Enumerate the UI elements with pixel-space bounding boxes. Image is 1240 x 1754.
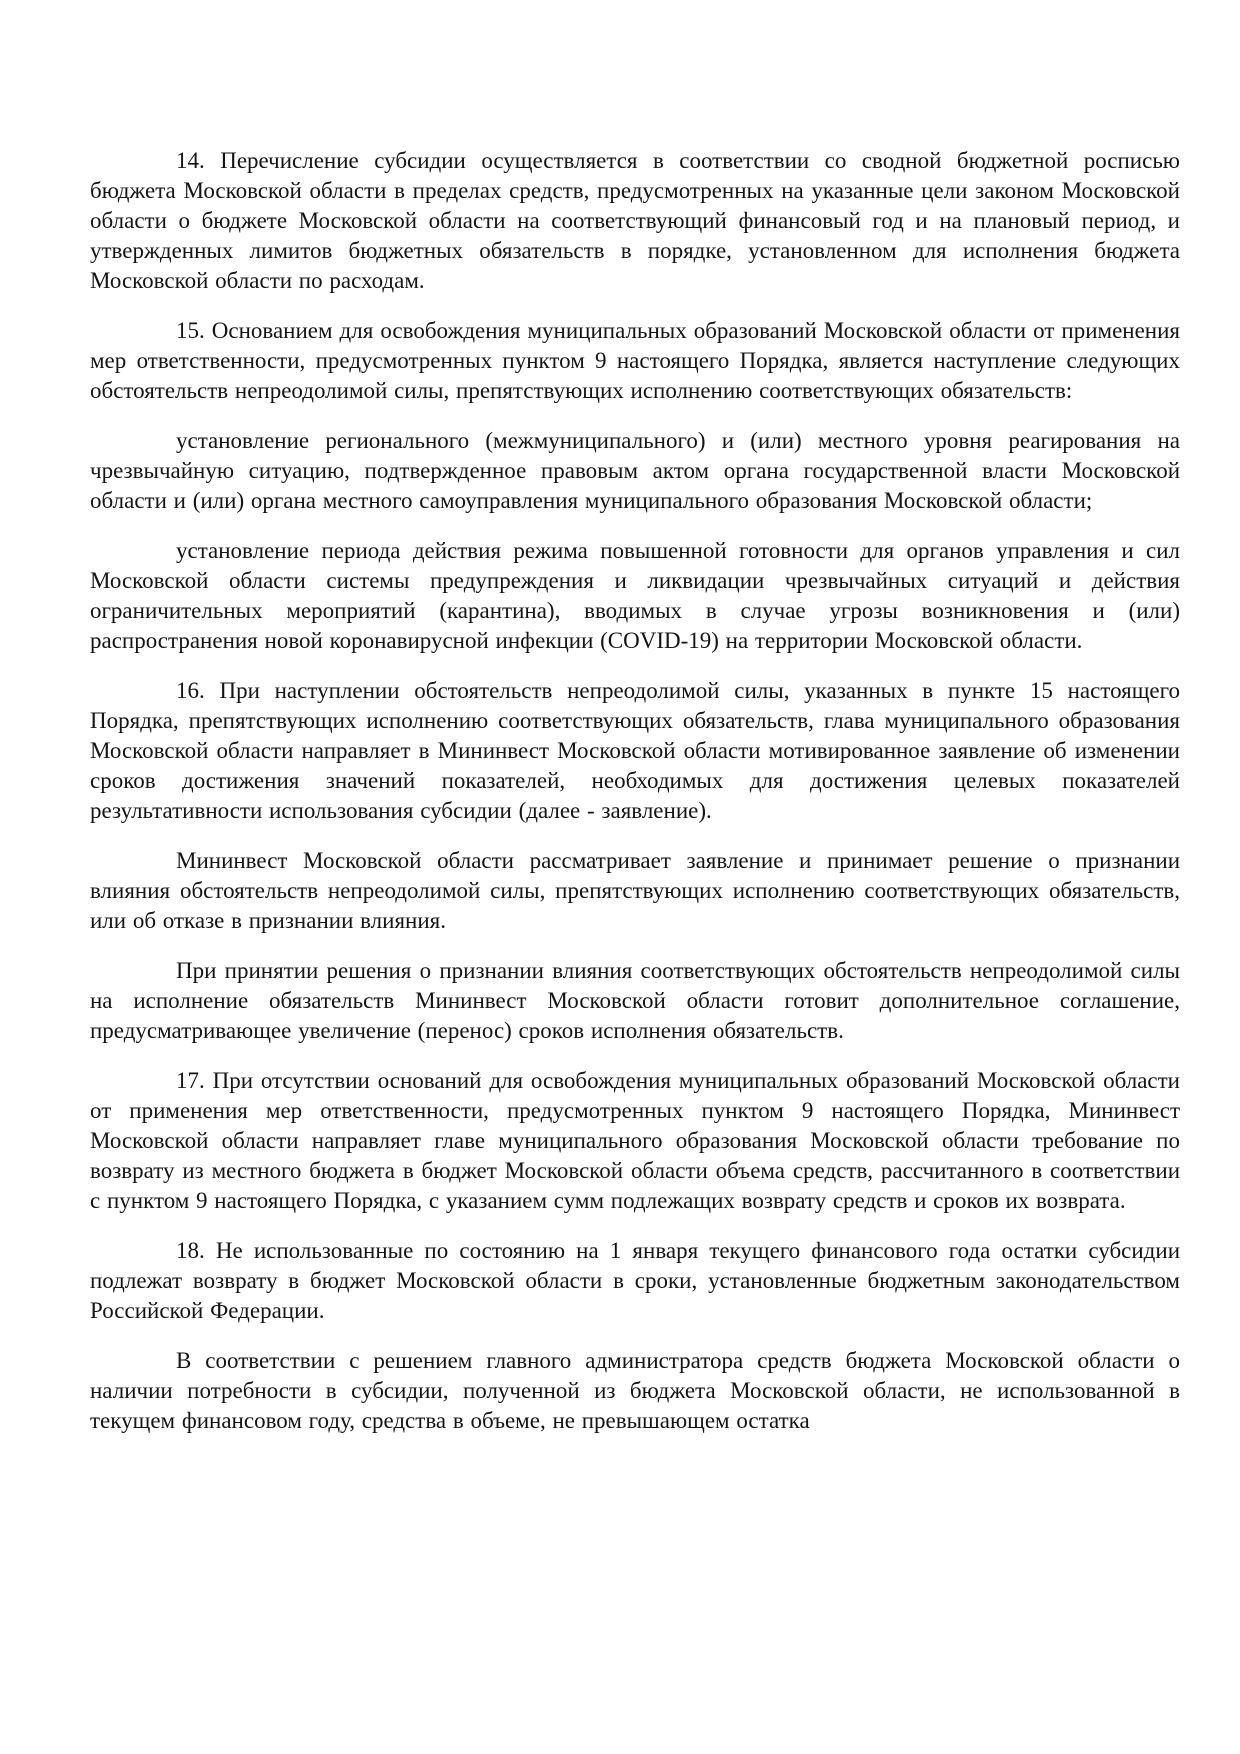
paragraph-15-sub-2: установление периода действия режима повышенной готовности для органов управления и сил Московской области системы предупреждения и ликвидации чрезвычайных ситуаций и действия ограничительных мероприятий (карантина), вводимых в случае угрозы возникновения и (или) распространения новой коронавирусной инфекции (COVID-19) на территории Московской области. bbox=[90, 538, 1180, 653]
paragraph-16-sub-1: Мининвест Московской области рассматривает заявление и принимает решение о признании влияния обстоятельств непреодолимой силы, препятствующих исполнению соответствующих обязательств, или об отказе в признании влияния. bbox=[90, 848, 1180, 933]
paragraph-14: 14. Перечисление субсидии осуществляется в соответствии со сводной бюджетной росписью бюджета Московской области в пределах средств, предусмотренных на указанные цели законом Московской области о бюджете Московской области на соответствующий финансовый год и на плановый период, и утвержденных лимитов бюджетных обязательств в порядке, установленном для исполнения бюджета Московской области по расходам. bbox=[90, 148, 1180, 293]
paragraph-17: 17. При отсутствии оснований для освобождения муниципальных образований Московской области от применения мер ответственности, предусмотренных пунктом 9 настоящего Порядка, Мининвест Московской области направляет главе муниципального образования Московской области требование по возврату из местного бюджета в бюджет Московской области объема средств, рассчитанного в соответствии с пунктом 9 настоящего Порядка, с указанием сумм подлежащих возврату средств и сроков их возврата. bbox=[90, 1068, 1180, 1213]
paragraph-15: 15. Основанием для освобождения муниципальных образований Московской области от применения мер ответственности, предусмотренных пунктом 9 настоящего Порядка, является наступление следующих обстоятельств непреодолимой силы, препятствующих исполнению соответствующих обязательств: bbox=[90, 318, 1180, 403]
paragraph-18-sub-1: В соответствии с решением главного администратора средств бюджета Московской области о наличии потребности в субсидии, полученной из бюджета Московской области, не использованной в текущем финансовом году, средства в объеме, не превышающем остатка bbox=[90, 1348, 1180, 1433]
paragraph-16: 16. При наступлении обстоятельств непреодолимой силы, указанных в пункте 15 настоящего Порядка, препятствующих исполнению соответствующих обязательств, глава муниципального образования Московской области направляет в Мининвест Московской области мотивированное заявление об изменении сроков достижения значений показателей, необходимых для достижения целевых показателей результативности использования субсидии (далее - заявление). bbox=[90, 678, 1180, 823]
paragraph-18: 18. Не использованные по состоянию на 1 января текущего финансового года остатки субсидии подлежат возврату в бюджет Московской области в сроки, установленные бюджетным законодательством Российской Федерации. bbox=[90, 1238, 1180, 1323]
paragraph-15-sub-1: установление регионального (межмуниципального) и (или) местного уровня реагирования на чрезвычайную ситуацию, подтвержденное правовым актом органа государственной власти Московской области и (или) органа местного самоуправления муниципального образования Московской области; bbox=[90, 428, 1180, 513]
paragraph-16-sub-2: При принятии решения о признании влияния соответствующих обстоятельств непреодолимой силы на исполнение обязательств Мининвест Московской области готовит дополнительное соглашение, предусматривающее увеличение (перенос) сроков исполнения обязательств. bbox=[90, 958, 1180, 1043]
